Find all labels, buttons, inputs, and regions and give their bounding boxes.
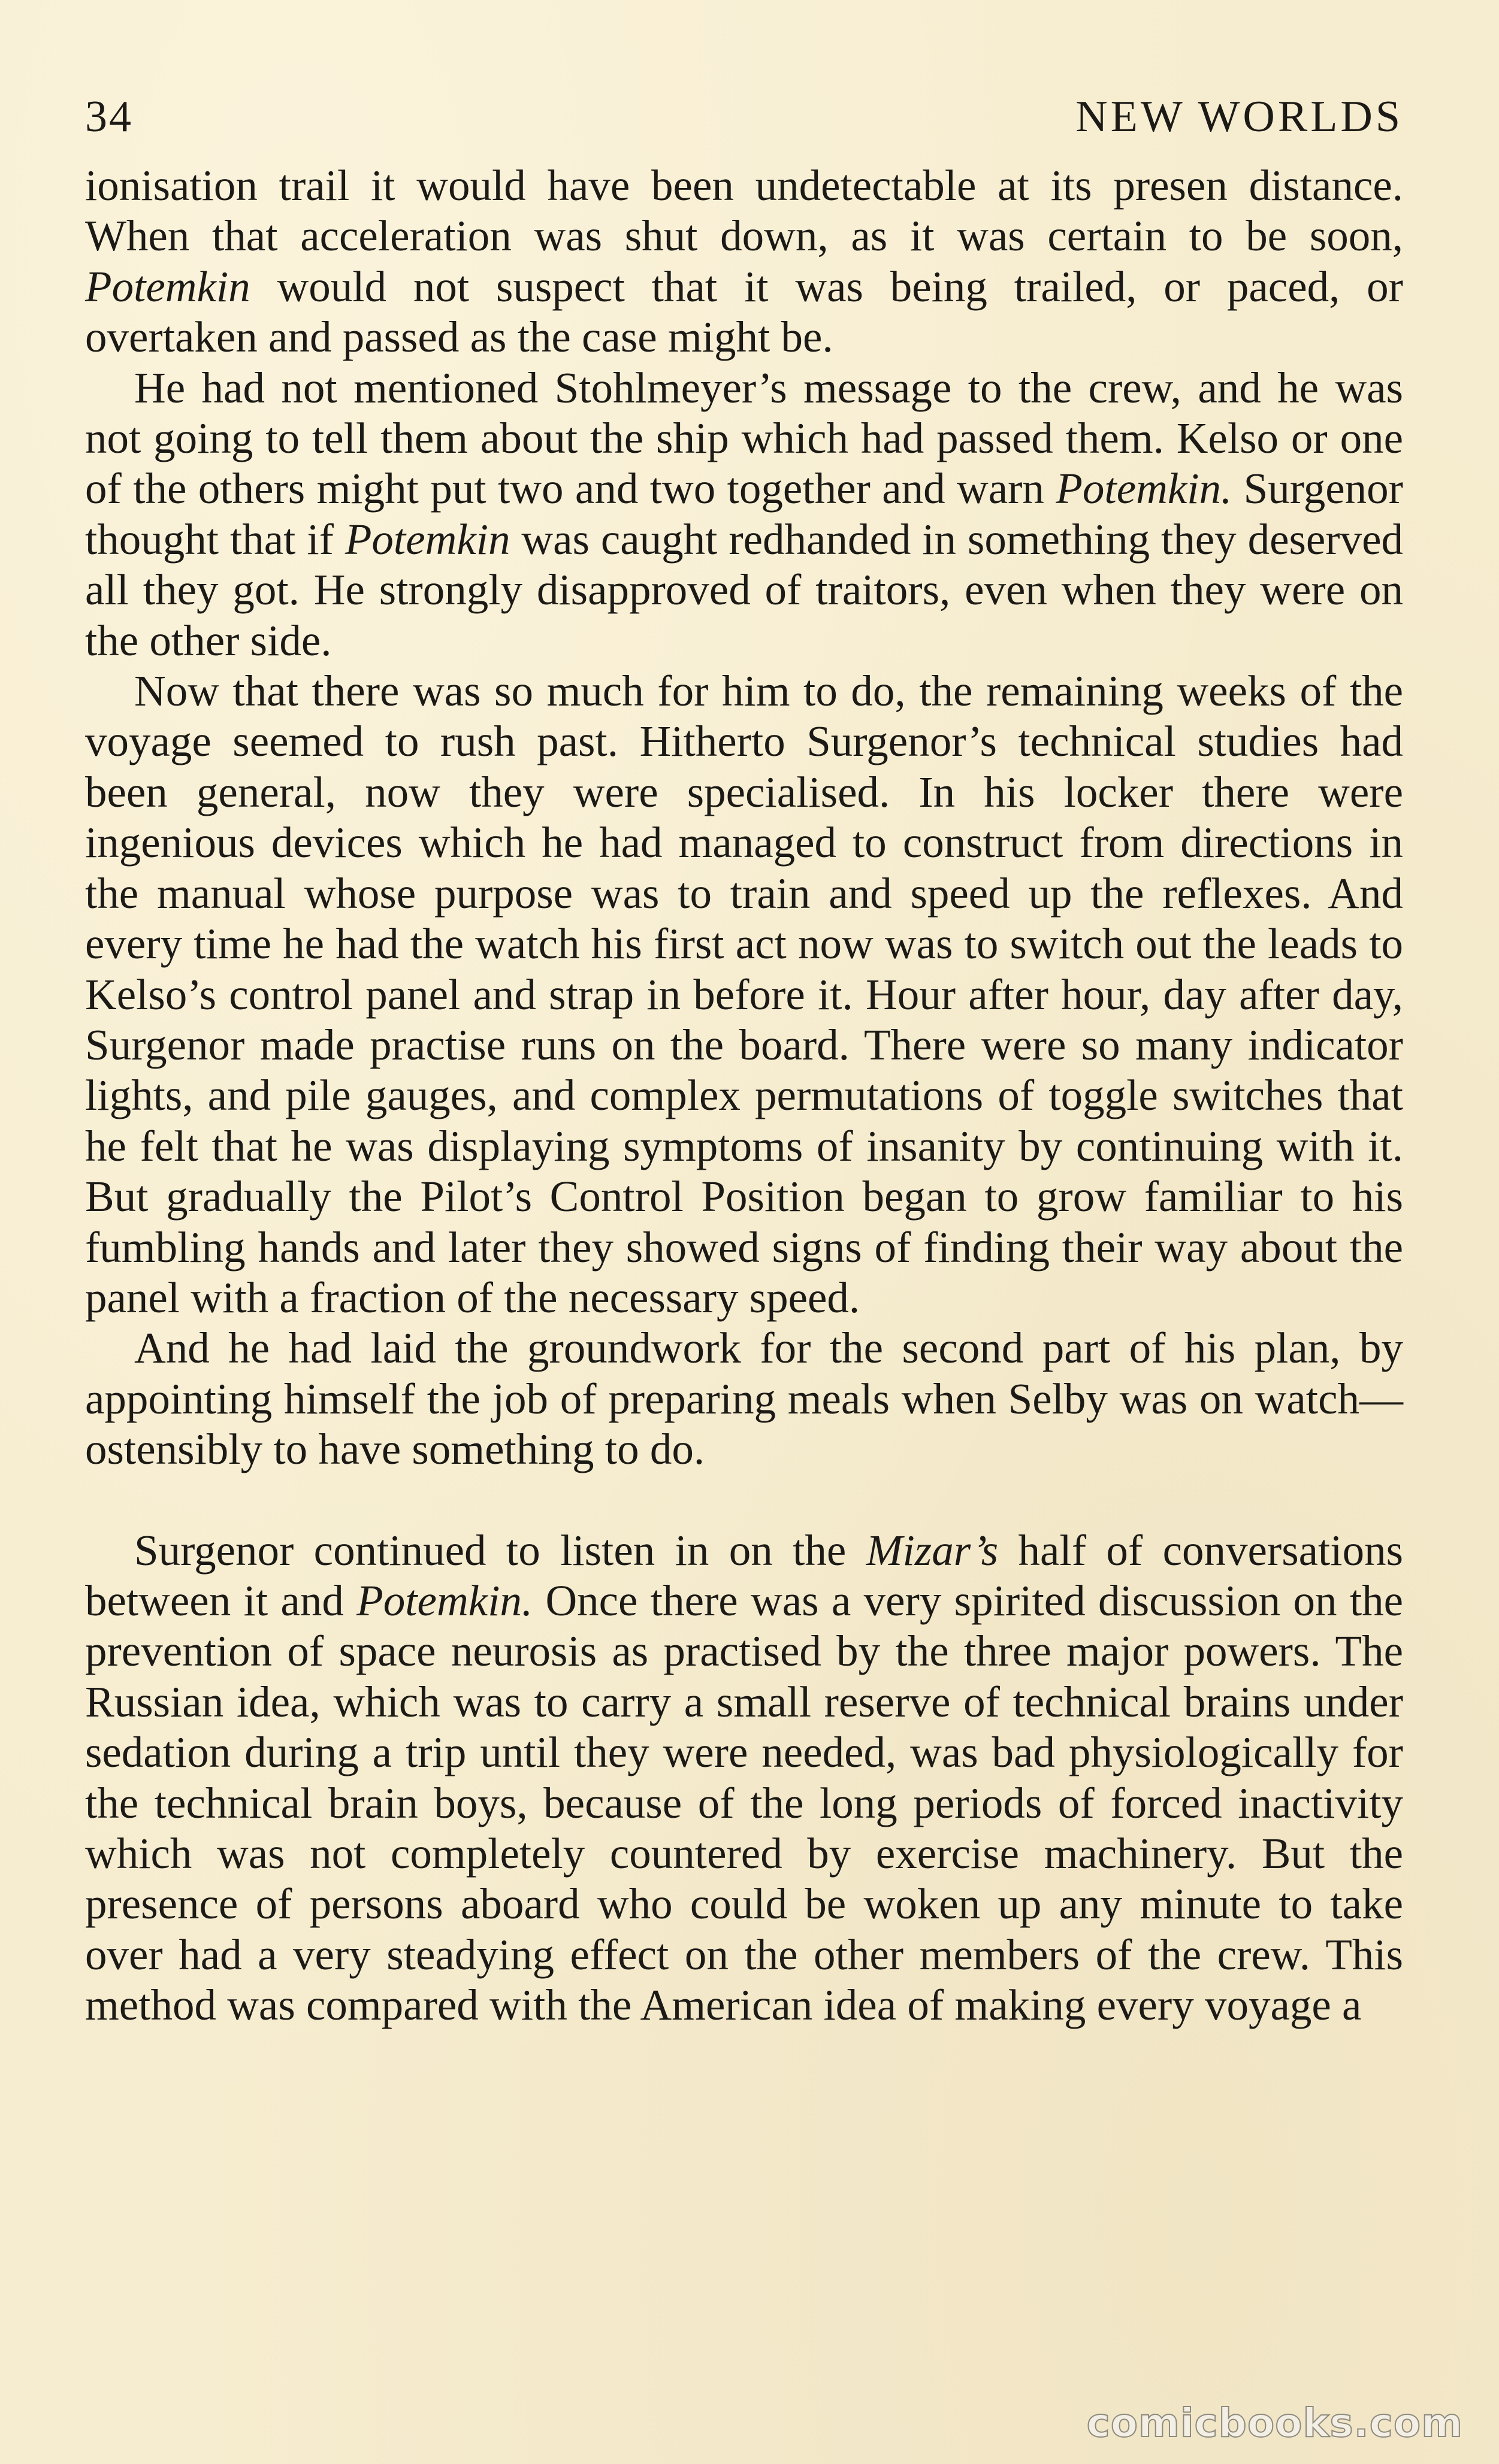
- book-page: [85, 90, 1403, 2031]
- running-title: NEW WORLDS: [1075, 92, 1403, 141]
- text-run: Once there was a very spirited discussion on the prevention of space neurosis as practised by the three major powers. The Russian idea, which was to carry a small reserve of technical brains under sedation during a trip until they were needed, was bad physiologically for the technical brain boys, because of the long periods of forced inactivity which was not completely countered by exercise machinery. But the presence of persons aboard who could be woken up any minute to take over had a very steadying effect on the other members of the crew. This method was compared with the American idea of making every voyage a: [85, 1576, 1403, 2030]
- italic-text: Potemkin: [344, 514, 510, 564]
- paragraph: [85, 1525, 1403, 2031]
- text-run: would not suspect that it was being trailed, or paced, or overtaken and passed as the case might be.: [85, 262, 1403, 362]
- italic-text: Potemkin.: [356, 1576, 533, 1625]
- paragraph: [85, 161, 1403, 363]
- text-run: Now that there was so much for him to do, the remaining weeks of the voyage seemed to rush past. Hitherto Surgenor’s technical studies had been general, now they were specialised. In his locker there were ingenious devices which he had managed to construct from directions in the manual whose purpose was to train and speed up the reflexes. And every time he had the watch his first act now was to switch out the leads to Kelso’s control panel and strap in before it. Hour after hour, day after day, Surgenor made practise runs on the board. There were so many indicator lights, and pile gauges, and complex permutations of toggle switches that he felt that he was displaying symptoms of insanity by continuing with it. But gradually the Pilot’s Control Position began to grow familiar to his fumbling hands and later they showed signs of finding their way about the panel with a fraction of the necessary speed.: [85, 667, 1403, 1322]
- text-run: ionisation trail it would have been undetectable at its presen distance. When that acceleration was shut down, as it was certain to be soon,: [85, 161, 1403, 261]
- text-run: was caught redhanded in something they deserved all they got. He strongly disapproved of traitors, even when they were on the other side.: [85, 514, 1403, 665]
- text-run: Surgenor thought that if: [85, 464, 1403, 564]
- running-head: [85, 90, 1403, 144]
- italic-text: Potemkin: [85, 262, 250, 311]
- paragraph: [85, 1323, 1403, 1475]
- body-text: [85, 161, 1403, 2031]
- text-run: And he had laid the groundwork for the second part of his plan, by appointing himself the job of preparing meals when Selby was on watch—ostensibly to have something to do.: [85, 1324, 1403, 1474]
- page-number: 34: [85, 92, 133, 141]
- italic-text: Potemkin.: [1056, 464, 1232, 513]
- text-run: He had not mentioned Stohlmeyer’s message to the crew, and he was not going to tell them about the ship which had passed them. Kelso or one of the others might put two and two together and warn: [85, 363, 1403, 513]
- paragraph: [85, 363, 1403, 666]
- text-run: half of conversations between it and: [85, 1525, 1403, 1625]
- text-run: Surgenor continued to listen in on the: [134, 1525, 866, 1575]
- paragraph: [85, 666, 1403, 1323]
- italic-text: Mizar’s: [866, 1525, 999, 1575]
- site-watermark: comicbooks.com: [1086, 2400, 1463, 2446]
